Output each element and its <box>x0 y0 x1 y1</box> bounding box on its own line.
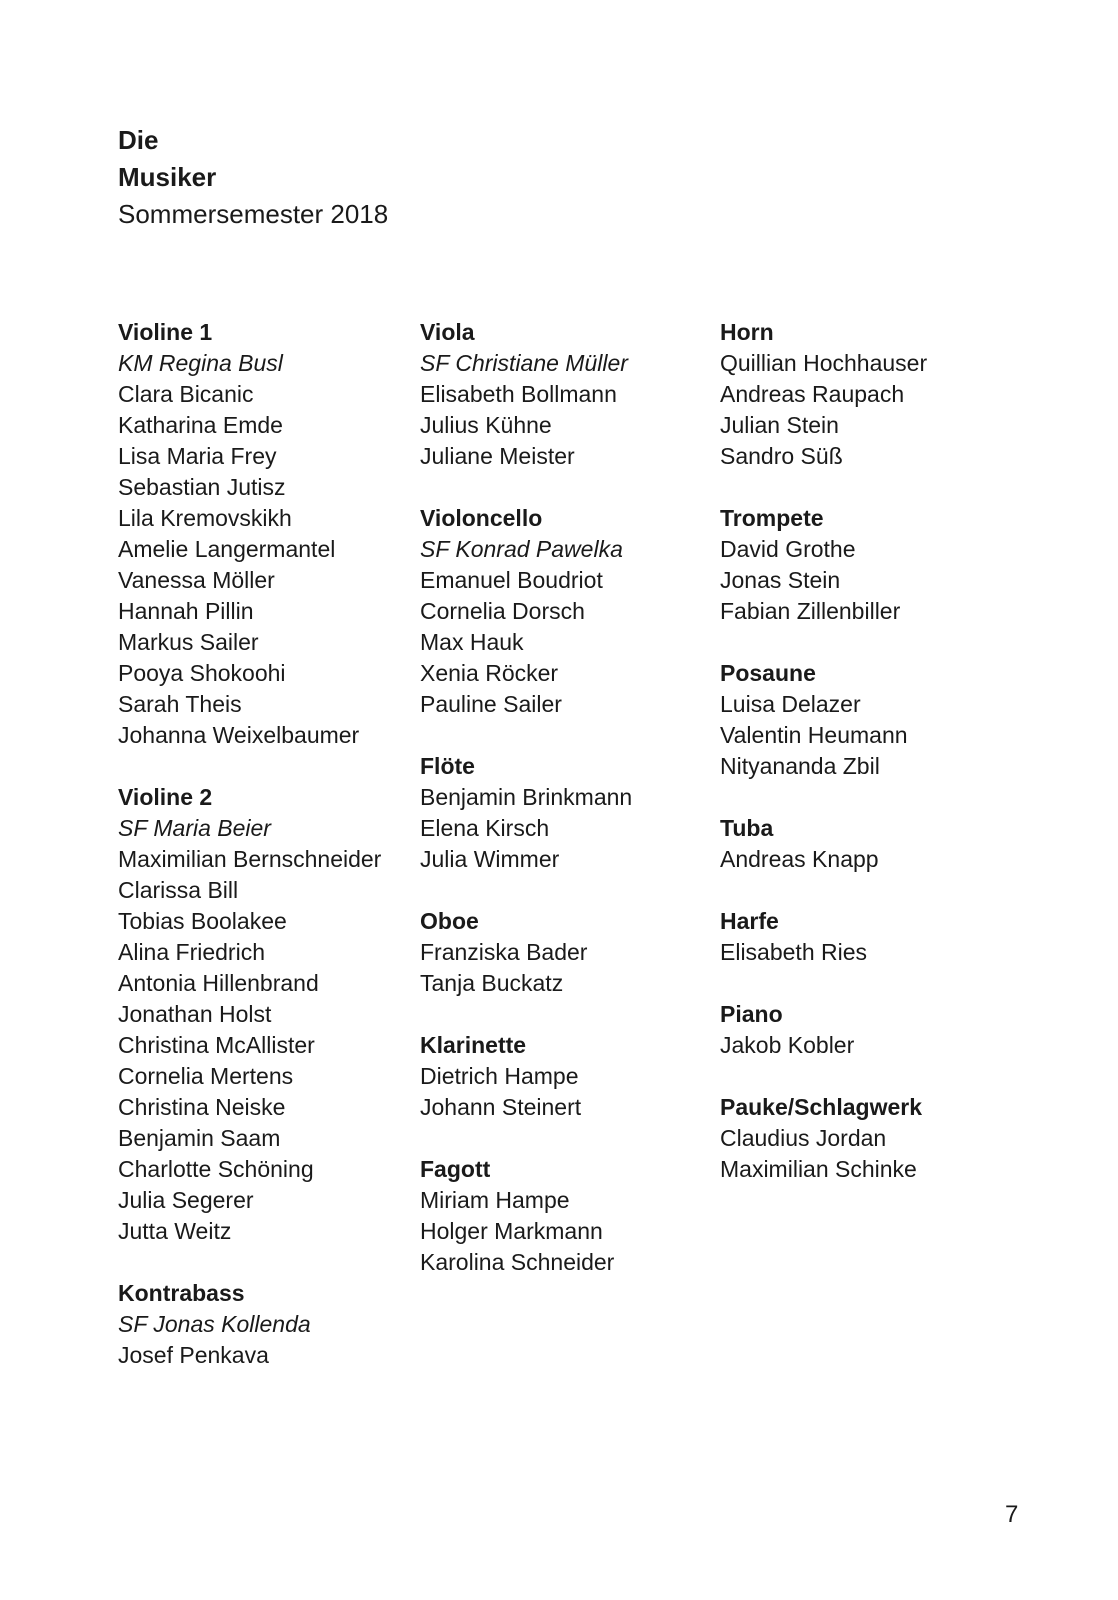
member-name: Christina McAllister <box>118 1032 315 1058</box>
member-name: Miriam Hampe <box>420 1187 570 1213</box>
member-name: Lila Kremovskikh <box>118 505 292 531</box>
section-heading: Fagott <box>420 1156 491 1182</box>
member-name: Valentin Heumann <box>720 722 908 748</box>
section-viola <box>420 317 632 472</box>
section-heading: Viola <box>420 319 475 345</box>
member-name: Quillian Hochhauser <box>720 350 928 376</box>
page-title-line-1: Die <box>118 125 159 155</box>
member-name: Julia Segerer <box>118 1187 254 1213</box>
member-name: Sandro Süß <box>720 443 843 469</box>
member-name: Cornelia Dorsch <box>420 598 585 624</box>
member-name: Jutta Weitz <box>118 1218 232 1244</box>
member-name: Cornelia Mertens <box>118 1063 294 1089</box>
section-horn <box>720 317 927 472</box>
section-heading: Violine 2 <box>118 784 213 810</box>
page-subtitle: Sommersemester 2018 <box>118 199 389 229</box>
section-heading: Tuba <box>720 815 774 841</box>
section-kontrabass <box>118 1278 381 1371</box>
member-name: Pauline Sailer <box>420 691 562 717</box>
member-name: Maximilian Bernschneider <box>118 846 382 872</box>
page-title-line-2: Musiker <box>118 162 217 192</box>
section-heading: Harfe <box>720 908 779 934</box>
member-name: Karolina Schneider <box>420 1249 615 1275</box>
member-name: Fabian Zillenbiller <box>720 598 901 624</box>
member-name: Clarissa Bill <box>118 877 239 903</box>
member-name: Claudius Jordan <box>720 1125 887 1151</box>
member-name: Lisa Maria Frey <box>118 443 277 469</box>
member-name: Jonathan Holst <box>118 1001 272 1027</box>
section-lead: SF Konrad Pawelka <box>420 536 623 562</box>
member-name: Luisa Delazer <box>720 691 861 717</box>
member-name: Nityananda Zbil <box>720 753 880 779</box>
member-name: Benjamin Saam <box>118 1125 281 1151</box>
member-name: Andreas Raupach <box>720 381 905 407</box>
member-name: Juliane Meister <box>420 443 575 469</box>
member-name: Julian Stein <box>720 412 839 438</box>
member-name: David Grothe <box>720 536 856 562</box>
member-name: Tanja Buckatz <box>420 970 564 996</box>
member-name: Pooya Shokoohi <box>118 660 286 686</box>
section-heading: Horn <box>720 319 774 345</box>
section-lead: SF Christiane Müller <box>420 350 628 376</box>
section-heading: Piano <box>720 1001 783 1027</box>
section-klarinette <box>420 1030 632 1123</box>
section-lead: KM Regina Busl <box>118 350 283 376</box>
section-violine-1 <box>118 317 381 751</box>
roster-column-3 <box>720 317 927 1216</box>
member-name: Dietrich Hampe <box>420 1063 579 1089</box>
section-heading: Posaune <box>720 660 816 686</box>
member-name: Emanuel Boudriot <box>420 567 603 593</box>
member-name: Sarah Theis <box>118 691 242 717</box>
member-name: Hannah Pillin <box>118 598 254 624</box>
member-name: Christina Neiske <box>118 1094 286 1120</box>
member-name: Katharina Emde <box>118 412 283 438</box>
member-name: Julia Wimmer <box>420 846 560 872</box>
section-posaune <box>720 658 927 782</box>
member-name: Jonas Stein <box>720 567 841 593</box>
member-name: Amelie Langermantel <box>118 536 336 562</box>
section-pauke-schlagwerk <box>720 1092 927 1185</box>
page-number: 7 <box>1005 1501 1019 1528</box>
section-heading: Violine 1 <box>118 319 213 345</box>
member-name: Elena Kirsch <box>420 815 550 841</box>
member-name: Elisabeth Bollmann <box>420 381 617 407</box>
section-harfe <box>720 906 927 968</box>
member-name: Vanessa Möller <box>118 567 275 593</box>
section-heading: Oboe <box>420 908 479 934</box>
member-name: Johanna Weixelbaumer <box>118 722 360 748</box>
member-name: Charlotte Schöning <box>118 1156 314 1182</box>
section-heading: Violoncello <box>420 505 543 531</box>
member-name: Josef Penkava <box>118 1342 269 1368</box>
member-name: Tobias Boolakee <box>118 908 287 934</box>
section-oboe <box>420 906 632 999</box>
member-name: Benjamin Brinkmann <box>420 784 633 810</box>
section-lead: SF Jonas Kollenda <box>118 1311 311 1337</box>
member-name: Clara Bicanic <box>118 381 254 407</box>
section-lead: SF Maria Beier <box>118 815 271 841</box>
roster-column-2 <box>420 317 632 1309</box>
section-heading: Trompete <box>720 505 824 531</box>
member-name: Andreas Knapp <box>720 846 879 872</box>
section-tuba <box>720 813 927 875</box>
section-fagott <box>420 1154 632 1278</box>
section-piano <box>720 999 927 1061</box>
section-heading: Flöte <box>420 753 475 779</box>
section-violine-2 <box>118 782 381 1247</box>
member-name: Antonia Hillenbrand <box>118 970 319 996</box>
member-name: Julius Kühne <box>420 412 552 438</box>
member-name: Holger Markmann <box>420 1218 603 1244</box>
page-title-block <box>118 122 388 233</box>
member-name: Alina Friedrich <box>118 939 265 965</box>
section-violoncello <box>420 503 632 720</box>
member-name: Xenia Röcker <box>420 660 559 686</box>
member-name: Sebastian Jutisz <box>118 474 286 500</box>
member-name: Markus Sailer <box>118 629 259 655</box>
member-name: Franziska Bader <box>420 939 588 965</box>
member-name: Elisabeth Ries <box>720 939 868 965</box>
section-floete <box>420 751 632 875</box>
member-name: Maximilian Schinke <box>720 1156 917 1182</box>
section-heading: Klarinette <box>420 1032 527 1058</box>
section-heading: Pauke/Schlagwerk <box>720 1094 922 1120</box>
roster-column-1 <box>118 317 381 1402</box>
member-name: Max Hauk <box>420 629 524 655</box>
section-trompete <box>720 503 927 627</box>
section-heading: Kontrabass <box>118 1280 245 1306</box>
member-name: Johann Steinert <box>420 1094 582 1120</box>
member-name: Jakob Kobler <box>720 1032 855 1058</box>
